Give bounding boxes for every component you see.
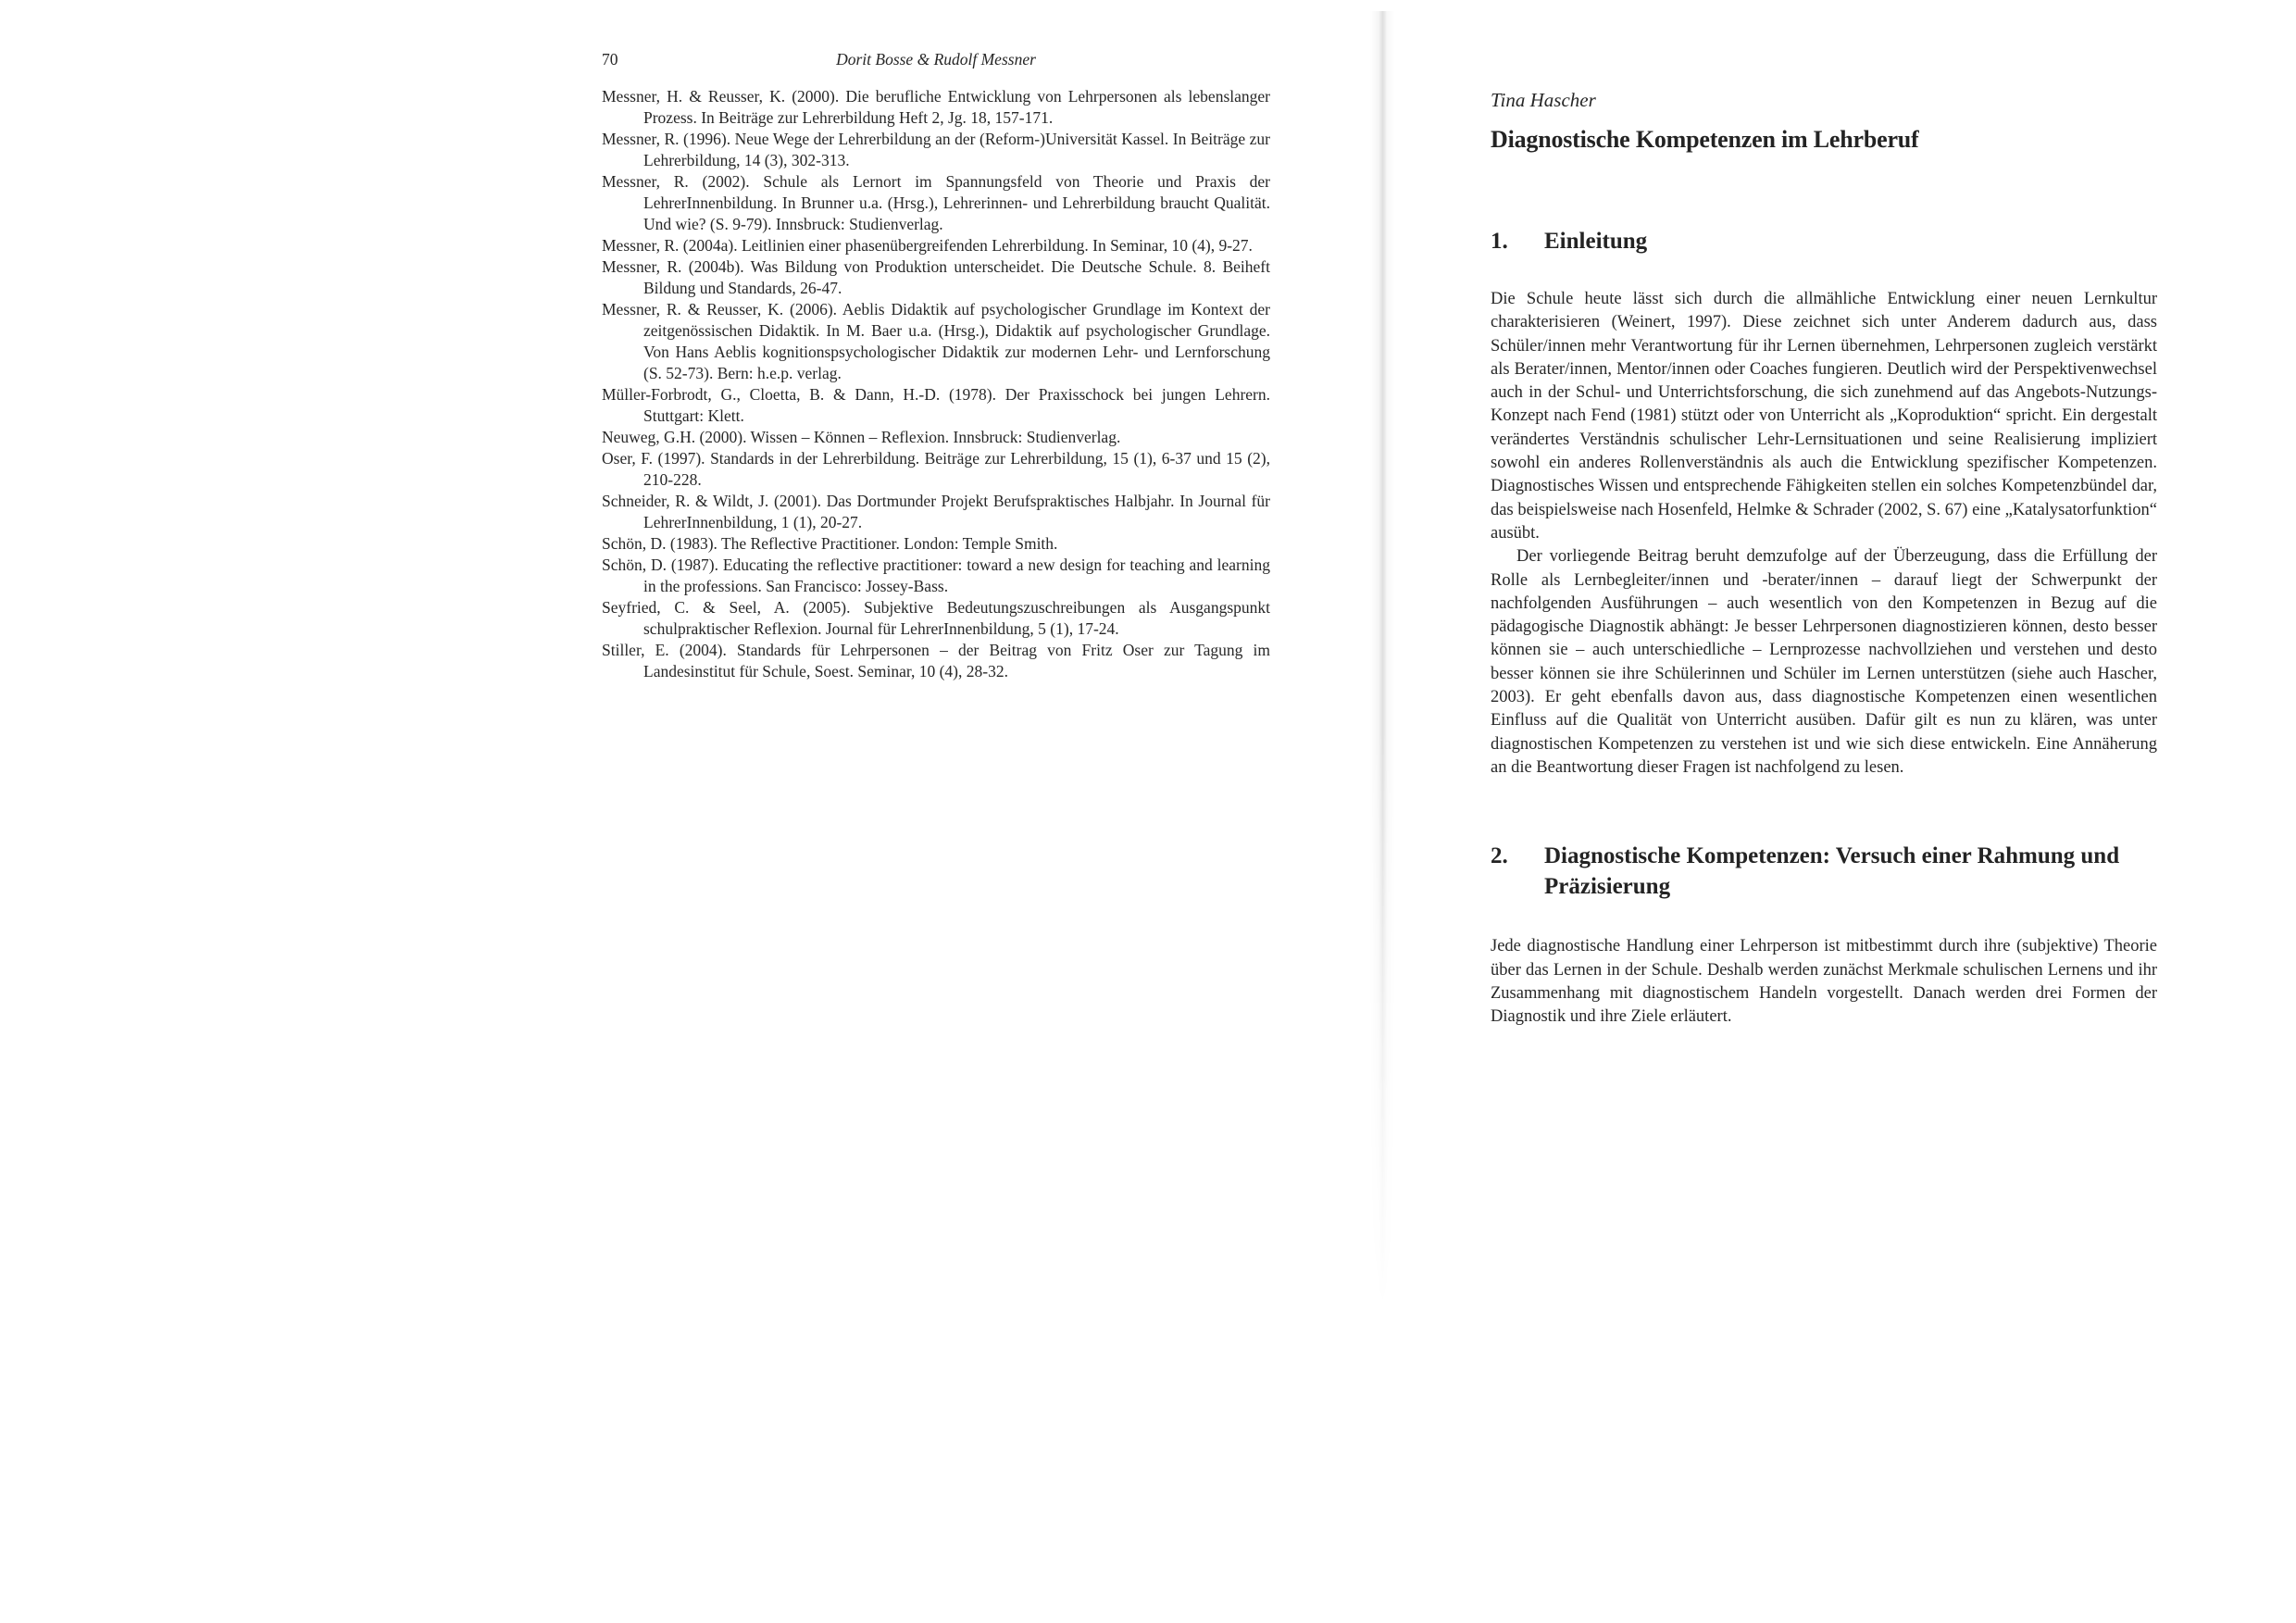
page-number: 70 xyxy=(602,50,618,69)
paragraph: Der vorliegende Beitrag beruht demzufolge auf der Überzeugung, dass die Erfüllung der Rolle als Lernbegleiter/innen und -berater/innen – darauf liegt der Schwerpunkt der nachfolgenden Ausführungen – auch wesentlich von den Kompetenzen in Bezug auf die pädagogische Diagnostik abhängt: Je besser Lehrpersonen diagnostizieren können, desto besser können sie – auch unterschiedliche – Lernprozesse nachvollziehen und verstehen und desto besser können sie ihre Schülerinnen und Schüler im Lernen unterstützen (siehe auch Hascher, 2003). Er geht ebenfalls davon aus, dass diagnostische Kompetenzen einen wesentlichen Einfluss auf die Qualität von Unterricht ausüben. Dafür gilt es nun zu klären, was unter diagnostischen Kompetenzen zu verstehen ist und wie sich diese entwickeln. Eine Annäherung an die Beantwortung dieser Fragen ist nachfolgend zu lesen. xyxy=(1491,547,2157,777)
section-2-title: Diagnostische Kompetenzen: Versuch einer Rahmung und Präzisierung xyxy=(1544,843,2120,900)
reference-entry: Oser, F. (1997). Standards in der Lehrerbildung. Beiträge zur Lehrerbildung, 15 (1), 6-37 und 15 (2), 210-228. xyxy=(602,449,1270,489)
left-page-header xyxy=(602,48,1270,70)
section-1-heading xyxy=(1491,226,2157,256)
reference-entry: Müller-Forbrodt, G., Cloetta, B. & Dann, H.-D. (1978). Der Praxisschock bei jungen Lehrern. Stuttgart: Klett. xyxy=(602,385,1270,425)
reference-list xyxy=(602,86,1270,682)
page-gutter-shadow xyxy=(1370,11,1394,1307)
reference-entry: Messner, R. (2004b). Was Bildung von Produktion unterscheidet. Die Deutsche Schule. 8. Beiheft Bildung und Standards, 26-47. xyxy=(602,257,1270,297)
reference-entry: Schneider, R. & Wildt, J. (2001). Das Dortmunder Projekt Berufspraktisches Halbjahr. In Journal für LehrerInnenbildung, 1 (1), 20-27. xyxy=(602,492,1270,531)
reference-entry: Messner, H. & Reusser, K. (2000). Die berufliche Entwicklung von Lehrpersonen als lebenslanger Prozess. In Beiträge zur Lehrerbildung Heft 2, Jg. 18, 157-171. xyxy=(602,87,1270,127)
section-1-number: 1. xyxy=(1491,229,1508,254)
reference-entry: Seyfried, C. & Seel, A. (2005). Subjektive Bedeutungszuschreibungen als Ausgangspunkt schulpraktischer Reflexion. Journal für LehrerInnenbildung, 5 (1), 17-24. xyxy=(602,598,1270,638)
paragraph: Die Schule heute lässt sich durch die allmähliche Entwicklung einer neuen Lernkultur charakterisieren (Weinert, 1997). Diese zeichnet sich unter Anderem dadurch aus, dass Schüler/innen mehr Verantwortung für ihr Lernen übernehmen, Lehrpersonen zugleich verstärkt als Berater/innen, Mentor/innen oder Coaches fungieren. Deutlich wird der Perspektivenwechsel auch in der Schul- und Unterrichtsforschung, die sich zunehmend auf das Angebots-Nutzungs-Konzept nach Fend (1981) stützt oder von Unterricht als „Koproduktion“ spricht. Ein dergestalt verändertes Verständnis schulischer Lehr-Lernsituationen und seine Realisierung impliziert sowohl ein anderes Rollenverständnis als auch die Entwicklung spezifischer Kompetenzen. Diagnostisches Wissen und entsprechende Fähigkeiten stellen ein solches Kompetenzbündel dar, das beispielsweise nach Hosenfeld, Helmke & Schrader (2002, S. 67) eine „Katalysatorfunktion“ ausübt. xyxy=(1491,290,2157,543)
section-2-number: 2. xyxy=(1491,843,1508,869)
running-head: Dorit Bosse & Rudolf Messner xyxy=(836,50,1036,69)
article-title: Diagnostische Kompetenzen im Lehrberuf xyxy=(1491,126,1919,153)
section-2-heading xyxy=(1491,841,2157,902)
reference-entry: Stiller, E. (2004). Standards für Lehrpersonen – der Beitrag von Fritz Oser zur Tagung im Landesinstitut für Schule, Soest. Seminar, 10 (4), 28-32. xyxy=(602,641,1270,680)
reference-entry: Messner, R. (2004a). Leitlinien einer phasenübergreifenden Lehrerbildung. In Seminar, 10 (4), 9-27. xyxy=(602,236,1253,255)
reference-entry: Schön, D. (1983). The Reflective Practitioner. London: Temple Smith. xyxy=(602,534,1058,553)
reference-entry: Neuweg, G.H. (2000). Wissen – Können – Reflexion. Innsbruck: Studienverlag. xyxy=(602,428,1121,446)
author-name: Tina Hascher xyxy=(1491,89,1596,111)
reference-entry: Messner, R. & Reusser, K. (2006). Aeblis Didaktik auf psychologischer Grundlage im Kontext der zeitgenössischen Didaktik. In M. Baer u.a. (Hrsg.), Didaktik auf psychologischer Grundlage. Von Hans Aeblis kognitionspsychologischer Didaktik zur modernen Lehr- und Lernforschung (S. 52-73). Bern: h.e.p. verlag. xyxy=(602,300,1270,382)
right-page xyxy=(1491,89,2157,1029)
section-1-title: Einleitung xyxy=(1544,229,1648,254)
reference-entry: Schön, D. (1987). Educating the reflective practitioner: toward a new design for teaching and learning in the professions. San Francisco: Jossey-Bass. xyxy=(602,556,1270,595)
reference-entry: Messner, R. (1996). Neue Wege der Lehrerbildung an der (Reform-)Universität Kassel. In Beiträge zur Lehrerbildung, 14 (3), 302-313. xyxy=(602,130,1270,169)
reference-entry: Messner, R. (2002). Schule als Lernort im Spannungsfeld von Theorie und Praxis der LehrerInnenbildung. In Brunner u.a. (Hrsg.), Lehrerinnen- und Lehrerbildung braucht Qualität. Und wie? (S. 9-79). Innsbruck: Studienverlag. xyxy=(602,172,1270,233)
paragraph: Jede diagnostische Handlung einer Lehrperson ist mitbestimmt durch ihre (subjektive) Theorie über das Lernen in der Schule. Deshalb werden zunächst Merkmale schulischen Lernens und ihr Zusammenhang mit diagnostischem Handeln vorgestellt. Danach werden drei Formen der Diagnostik und ihre Ziele erläutert. xyxy=(1491,937,2157,1027)
left-page xyxy=(602,48,1270,682)
